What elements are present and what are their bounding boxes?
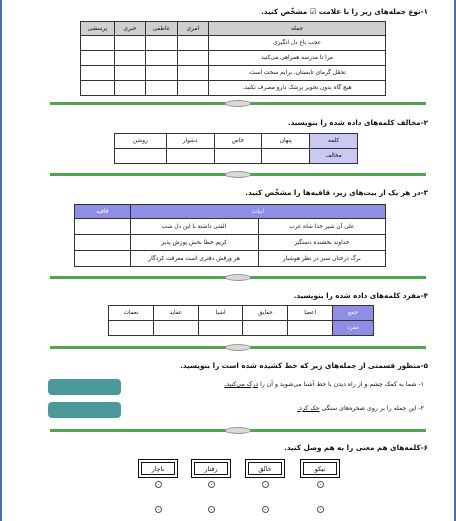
q6-connector-dot[interactable] <box>317 481 324 488</box>
separator-ornament <box>225 100 251 107</box>
q6-word: خالق <box>248 462 282 475</box>
q1-table <box>80 21 386 96</box>
q3-header-verses: ابیات <box>130 205 385 219</box>
q3-table <box>74 204 386 267</box>
q2-word: خاص <box>214 134 262 149</box>
q1-row-sentence: هیچ گاه بدون تجویز پزشک دارو مصرف نکنید. <box>209 81 386 96</box>
q5-sentence-1 <box>224 381 424 388</box>
q3-hemistich: برگ درختان سبز در نظر هوشیار <box>258 251 385 267</box>
separator-ornament <box>225 427 251 434</box>
q1-cell[interactable] <box>146 66 177 81</box>
q1-cell[interactable] <box>177 36 208 51</box>
separator-ornament <box>225 344 251 351</box>
q1-header-declarative: خبری <box>114 22 145 36</box>
section-separator <box>50 276 426 279</box>
q3-header-rhyme: قافیه <box>75 205 131 219</box>
q6-connector-dot[interactable] <box>317 506 324 513</box>
q4-word: حقایق <box>243 306 288 321</box>
q1-header-exclamatory: عاطفی <box>146 22 177 36</box>
q3-rhyme-answer[interactable] <box>75 251 131 267</box>
q4-answer-cell[interactable] <box>109 321 154 336</box>
q2-answer-cell[interactable] <box>166 149 214 164</box>
q1-header-interrogative: پرسشی <box>81 22 115 36</box>
q4-singular-label: مفرد <box>333 321 374 336</box>
q6-connector-dot[interactable] <box>262 506 269 513</box>
q5-sentence-2 <box>297 405 424 412</box>
q3-hemistich: الفتی داشته با این دل شب <box>130 219 258 235</box>
section-separator <box>50 173 426 176</box>
q4-plural-label: جمع <box>333 306 374 321</box>
q1-header-imperative: امری <box>177 22 208 36</box>
q3-hemistich: کریم خطا بخش پوزش پذیر <box>130 235 258 251</box>
q6-word-box <box>245 459 285 478</box>
q6-connector-dot[interactable] <box>208 481 215 488</box>
q1-cell[interactable] <box>81 66 115 81</box>
q1-cell[interactable] <box>81 81 115 96</box>
q4-answer-cell[interactable] <box>288 321 333 336</box>
q6-connector-dot[interactable] <box>155 481 162 488</box>
q3-hemistich: هر ورقش دفتری است معرفت کردگار <box>130 251 258 267</box>
q2-word: روشن <box>115 134 167 149</box>
q5-answer-box-1[interactable] <box>48 379 121 395</box>
q1-cell[interactable] <box>146 36 177 51</box>
q1-cell[interactable] <box>81 36 115 51</box>
q2-word: پنهان <box>262 134 310 149</box>
q1-cell[interactable] <box>114 81 145 96</box>
q2-word: دشوار <box>166 134 214 149</box>
q1-cell[interactable] <box>146 81 177 96</box>
q6-word-box <box>138 459 178 478</box>
q4-answer-cell[interactable] <box>243 321 288 336</box>
q1-cell[interactable] <box>114 51 145 66</box>
q4-word: نعمات <box>109 306 154 321</box>
section-separator <box>50 429 426 432</box>
q1-cell[interactable] <box>81 51 115 66</box>
q1-cell[interactable] <box>177 81 208 96</box>
q2-row-label: مخالف <box>310 149 358 164</box>
q5-sentence-1-text: ۱- شما به کمک چشم و از راه دیدن با خط آشنا می‌شوید و آن را <box>260 381 424 388</box>
q2-header-word: کلمه <box>310 134 358 149</box>
q4-word: اشیا <box>198 306 243 321</box>
q3-title: ۳-در هر یک از بیت‌های زیر، قافیه‌ها را مشخّص کنید. <box>245 188 428 197</box>
q6-title: ۶-کلمه‌های هم معنی را به هم وصل کنید. <box>284 443 428 452</box>
q5-answer-box-2[interactable] <box>48 402 121 418</box>
q1-row-sentence: مرا تا مدرسه همراهی می‌کنید <box>209 51 386 66</box>
separator-ornament <box>225 171 251 178</box>
q4-word: عقاید <box>153 306 198 321</box>
q6-word: ناچار <box>141 462 175 475</box>
q3-hemistich: خداوند بخشنده دستگیر <box>258 235 385 251</box>
q6-word-box <box>191 459 231 478</box>
q5-sentence-1-underlined: درک می‌کنید. <box>224 381 259 388</box>
q4-word: اعضا <box>288 306 333 321</box>
q3-rhyme-answer[interactable] <box>75 219 131 235</box>
q4-table <box>108 305 374 336</box>
q6-word: رفتار <box>194 462 228 475</box>
q3-hemistich: علی آن شیر خدا شاه عرب <box>258 219 385 235</box>
q1-title: ۱-نوع جمله‌های زیر را با علامت ☑ مشخّص کنید. <box>261 7 428 16</box>
separator-ornament <box>225 274 251 281</box>
q6-connector-dot[interactable] <box>208 506 215 513</box>
q6-word: نیکو <box>303 462 337 475</box>
q1-row-sentence: تحمّل گرمای تابستان، برایم سخت است. <box>209 66 386 81</box>
q4-answer-cell[interactable] <box>198 321 243 336</box>
q4-title: ۴-مفرد کلمه‌های داده شده را بنویسید. <box>293 291 428 300</box>
q1-row-sentence: عجب باغ دل انگیزی <box>209 36 386 51</box>
q2-table <box>114 133 358 164</box>
q2-answer-cell[interactable] <box>262 149 310 164</box>
q6-connector-dot[interactable] <box>155 506 162 513</box>
section-separator <box>50 102 426 105</box>
section-separator <box>50 346 426 349</box>
q1-header-sentence: جمله <box>209 22 386 36</box>
q2-answer-cell[interactable] <box>115 149 167 164</box>
q3-rhyme-answer[interactable] <box>75 235 131 251</box>
q1-cell[interactable] <box>177 51 208 66</box>
q1-cell[interactable] <box>146 51 177 66</box>
q5-sentence-2-text: ۲- این جمله را بر روی صخره‌های سنگی <box>321 405 424 412</box>
q6-word-box <box>300 459 340 478</box>
q2-answer-cell[interactable] <box>214 149 262 164</box>
q1-cell[interactable] <box>114 36 145 51</box>
q4-answer-cell[interactable] <box>153 321 198 336</box>
q5-sentence-2-underlined: حک کرد. <box>297 405 320 412</box>
q1-cell[interactable] <box>114 66 145 81</box>
q1-cell[interactable] <box>177 66 208 81</box>
q2-title: ۲-مخالف کلمه‌های داده شده را بنویسید. <box>287 118 428 127</box>
q5-title: ۵-منظور قسمتی از جمله‌های زیر که خط کشیده شده است را بنویسید. <box>180 361 428 370</box>
q6-connector-dot[interactable] <box>262 481 269 488</box>
